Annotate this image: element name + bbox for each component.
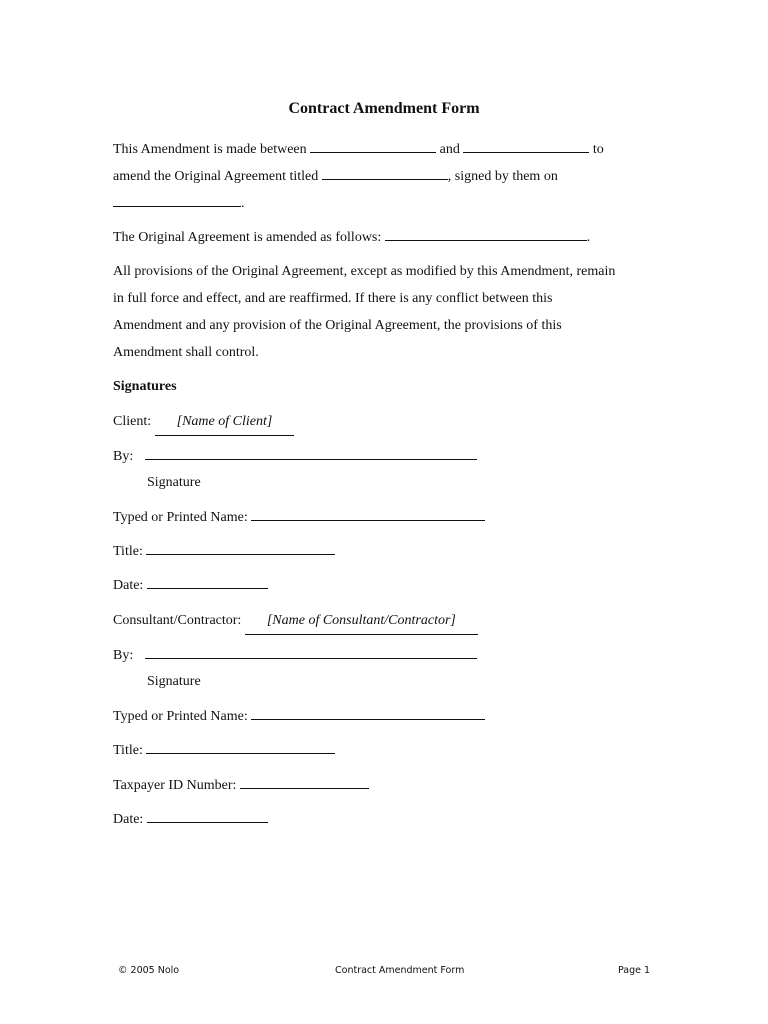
intro-text: to xyxy=(592,142,604,157)
taxpayer-id-line xyxy=(113,772,673,799)
provisions-line-1: All provisions of the Original Agreement, except as modified by this Amendment, remain xyxy=(113,264,616,279)
provisions-line-3: Amendment and any provision of the Original Agreement, the provisions of this xyxy=(113,318,562,333)
by-label: By: xyxy=(113,449,134,464)
signed-date-blank[interactable] xyxy=(113,192,241,207)
by-label: By: xyxy=(113,648,134,663)
client-typed-name-blank[interactable] xyxy=(251,506,485,521)
consultant-name-field[interactable]: [Name of Consultant/Contractor] xyxy=(245,607,478,635)
footer-title: Contract Amendment Form xyxy=(335,965,465,976)
client-by-line xyxy=(113,443,673,470)
intro-line-3 xyxy=(113,190,673,217)
amended-line xyxy=(113,224,673,251)
client-signature-blank[interactable] xyxy=(145,445,477,460)
client-line xyxy=(113,408,673,436)
party-2-blank[interactable] xyxy=(463,138,589,153)
typed-name-label: Typed or Printed Name: xyxy=(113,510,248,525)
consultant-typed-name-line xyxy=(113,703,673,730)
intro-text: amend the Original Agreement titled xyxy=(113,169,319,184)
amended-end: . xyxy=(586,230,591,245)
amendment-blank[interactable] xyxy=(385,226,587,241)
date-label: Date: xyxy=(113,578,144,593)
consultant-typed-name-blank[interactable] xyxy=(251,705,485,720)
title-label: Title: xyxy=(113,544,143,559)
document-title: Contract Amendment Form xyxy=(288,100,480,117)
consultant-title-blank[interactable] xyxy=(146,739,335,754)
intro-text: and xyxy=(439,142,460,157)
amended-text: The Original Agreement is amended as follows: xyxy=(113,230,382,245)
typed-name-label: Typed or Printed Name: xyxy=(113,709,248,724)
consultant-title-line xyxy=(113,737,673,764)
client-title-blank[interactable] xyxy=(146,540,335,555)
party-1-blank[interactable] xyxy=(310,138,436,153)
client-date-line xyxy=(113,572,673,599)
agreement-title-blank[interactable] xyxy=(322,165,448,180)
date-label: Date: xyxy=(113,812,144,827)
intro-text: . xyxy=(241,196,245,211)
footer-copyright: © 2005 Nolo xyxy=(118,965,180,976)
consultant-label: Consultant/Contractor: xyxy=(113,613,242,628)
intro-line-1 xyxy=(113,136,673,163)
taxpayer-id-blank[interactable] xyxy=(240,774,369,789)
client-date-blank[interactable] xyxy=(147,574,268,589)
provisions-line-4: Amendment shall control. xyxy=(113,345,259,360)
intro-text: This Amendment is made between xyxy=(113,142,307,157)
client-title-line xyxy=(113,538,673,565)
footer-page-number: Page 1 xyxy=(618,965,651,976)
consultant-date-line xyxy=(113,806,673,833)
client-name-field[interactable]: [Name of Client] xyxy=(155,408,295,436)
taxpayer-label: Taxpayer ID Number: xyxy=(113,778,237,793)
provisions-line-2: in full force and effect, and are reaffirmed. If there is any conflict between this xyxy=(113,291,553,306)
intro-line-2 xyxy=(113,163,673,190)
consultant-signature-caption: Signature xyxy=(147,674,201,689)
consultant-by-line xyxy=(113,642,673,669)
intro-text: , signed by them on xyxy=(447,169,558,184)
consultant-date-blank[interactable] xyxy=(147,808,268,823)
client-typed-name-line xyxy=(113,504,673,531)
signatures-heading: Signatures xyxy=(113,379,177,394)
client-label: Client: xyxy=(113,414,152,429)
consultant-signature-blank[interactable] xyxy=(145,644,477,659)
client-signature-caption: Signature xyxy=(147,475,201,490)
consultant-line xyxy=(113,607,673,635)
title-label: Title: xyxy=(113,743,143,758)
